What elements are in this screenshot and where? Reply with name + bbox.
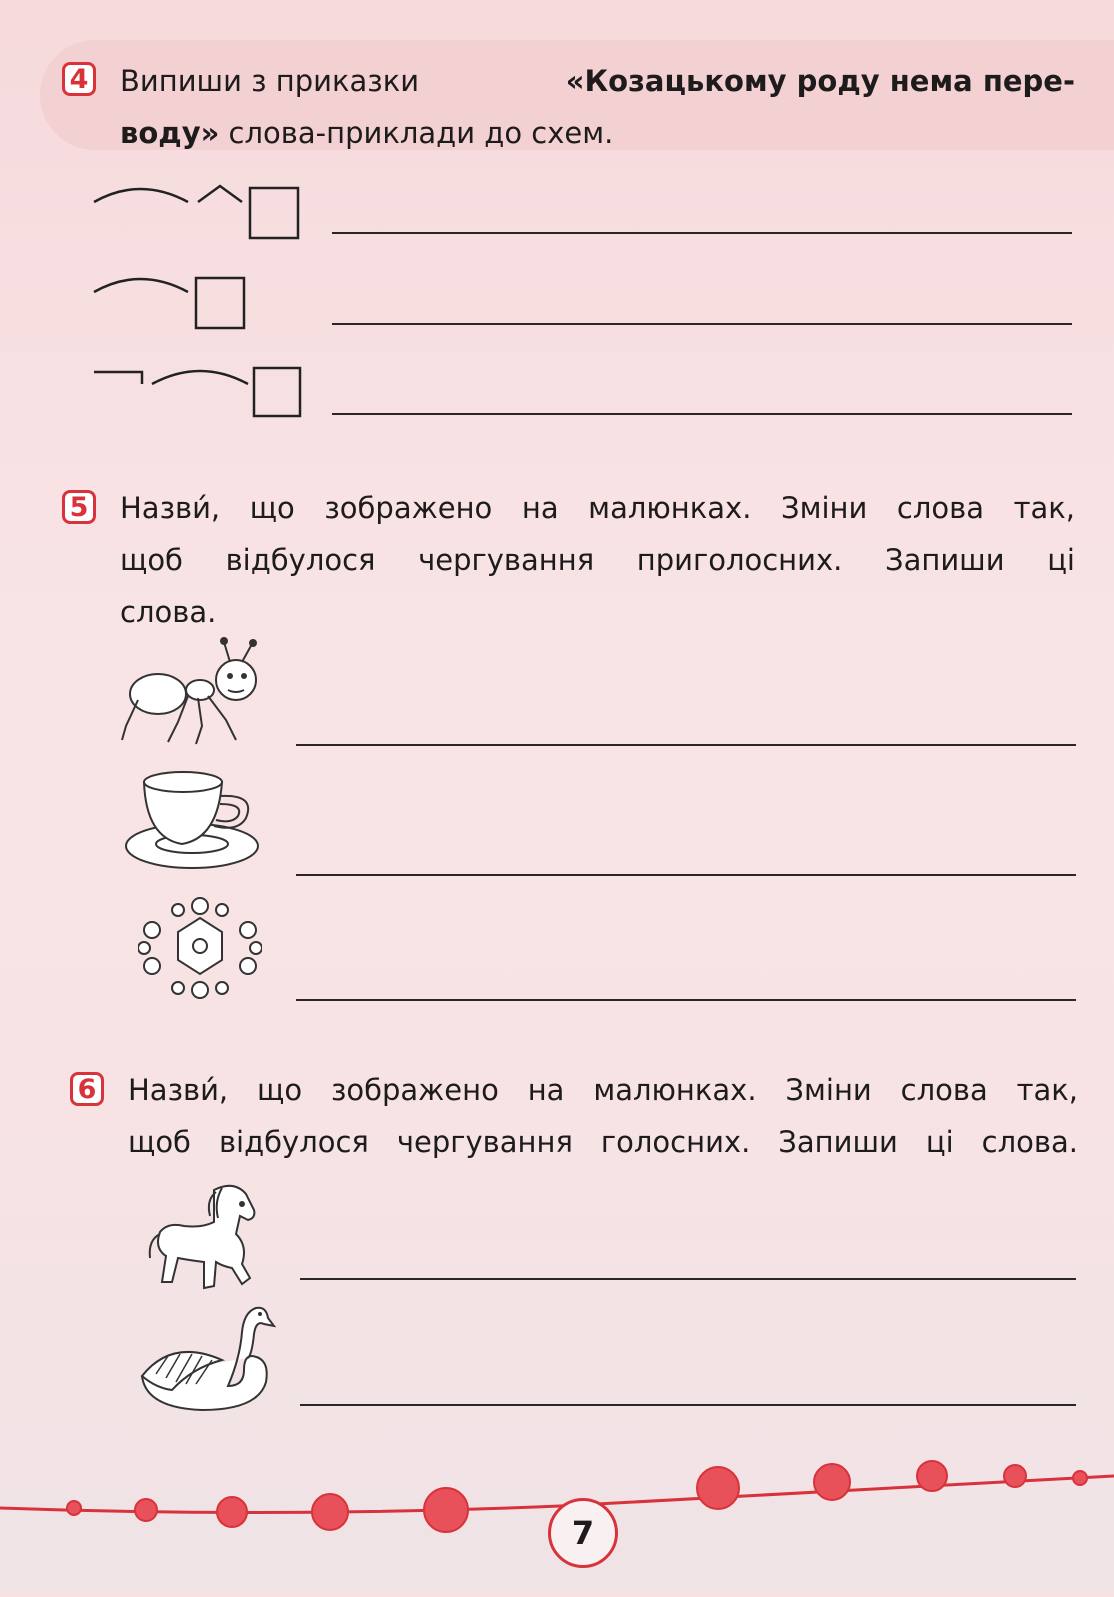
- task-4-instruction: слова-приклади до схем.: [219, 116, 614, 150]
- snowflake-picture: [138, 896, 262, 1008]
- scheme-root-ending: [90, 270, 250, 336]
- task-6-line-1: Назви́, що зображено на малюнках. Зміни слова так,: [128, 1073, 1078, 1107]
- task-5-line-1: Назви́, що зображено на малюнках. Зміни слова так,: [120, 491, 1075, 525]
- answer-line[interactable]: [300, 1278, 1076, 1280]
- task-number-badge: 5: [62, 490, 96, 524]
- ending-box-icon: [254, 368, 300, 416]
- swan-picture: [132, 1298, 276, 1420]
- answer-line[interactable]: [332, 232, 1072, 234]
- task-number-badge: 6: [70, 1072, 104, 1106]
- prefix-corner-icon: [94, 372, 142, 384]
- answer-line[interactable]: [332, 323, 1072, 325]
- answer-line[interactable]: [296, 874, 1076, 876]
- answer-line[interactable]: [332, 413, 1072, 415]
- root-arc-icon: [94, 279, 188, 292]
- task-6-text: [128, 1064, 1078, 1168]
- task-4-line-1: [120, 55, 1075, 107]
- proverb-line-1: «Козацькому роду нема пере-: [565, 64, 1075, 98]
- answer-line[interactable]: [296, 999, 1076, 1001]
- task-5-line-2: щоб відбулося чергування приголосних. Запиши ці: [120, 543, 1075, 577]
- scheme-prefix-root-ending: [90, 362, 310, 428]
- cup-picture: [120, 766, 270, 878]
- root-arc-icon: [94, 189, 188, 202]
- page-number: 7: [548, 1498, 618, 1568]
- suffix-caret-icon: [198, 186, 242, 202]
- horse-picture: [144, 1182, 270, 1302]
- ending-box-icon: [250, 188, 298, 238]
- ending-box-icon: [196, 278, 244, 328]
- root-arc-icon: [152, 371, 248, 384]
- ant-picture: [118, 636, 268, 752]
- task-4-intro: Випиши з приказки: [120, 64, 420, 98]
- task-4-text: [120, 55, 1075, 159]
- task-5-line-3: слова.: [120, 595, 217, 629]
- task-5-text: [120, 482, 1075, 638]
- proverb-line-2: воду»: [120, 116, 220, 150]
- answer-line[interactable]: [296, 744, 1076, 746]
- task-4-line-2: [120, 107, 1075, 159]
- task-6-line-2: щоб відбулося чергування голосних. Запиши ці слова.: [128, 1125, 1078, 1159]
- scheme-root-suffix-ending: [90, 180, 310, 246]
- answer-line[interactable]: [300, 1404, 1076, 1406]
- task-number-badge: 4: [62, 62, 96, 96]
